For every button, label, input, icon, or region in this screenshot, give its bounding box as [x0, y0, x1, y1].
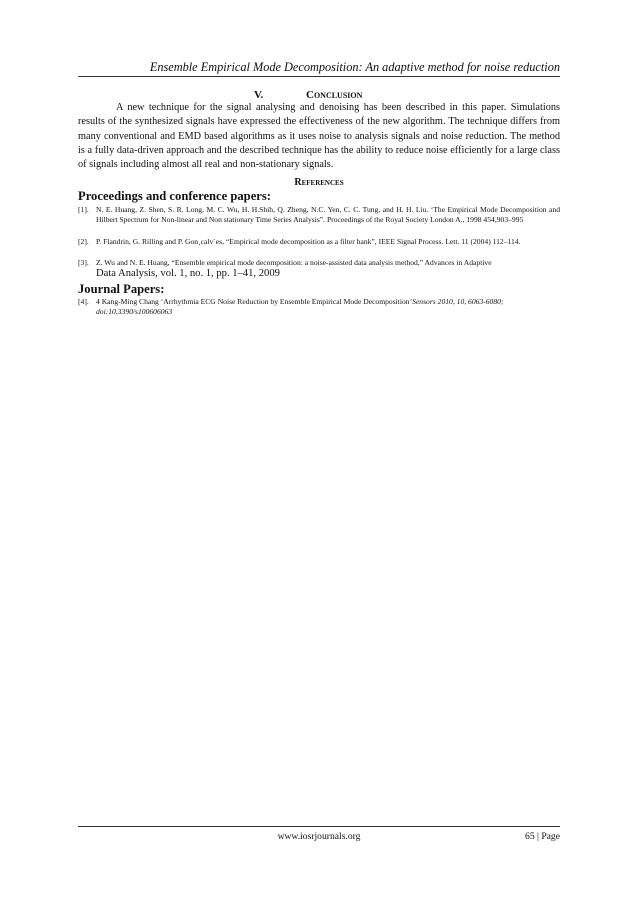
references-heading: References — [294, 177, 344, 188]
proceedings-heading: Proceedings and conference papers: — [78, 189, 271, 203]
section-number: V. — [254, 89, 264, 101]
reference-text: Z. Wu and N. E. Huang, “Ensemble empirical mode decomposition: a noise-assisted data analysis method,” Advances in Adaptive — [96, 258, 492, 267]
reference-number: [3]. — [78, 258, 89, 267]
conclusion-text: A new technique for the signal analysing and denoising has been described in this paper. Simulations results of the synthesized signals have expressed the effectiveness of the new algorithm. The technique differs from many conventional and EMD based algorithms as it uses noise to analysis signals and noise reduction. The method is a fully data-driven approach and the described technique has the ability to reduce noise efficiently for a large class of signals including almost all real and non-stationary signals. — [78, 102, 560, 171]
journal-heading: Journal Papers: — [78, 282, 165, 296]
reference-item — [78, 205, 560, 226]
reference-number: [4]. — [78, 297, 89, 306]
reference-item — [78, 258, 560, 281]
reference-text: P. Flandrin, G. Rilling and P. Gon¸calv`es, “Empirical mode decomposition as a filter bank”, IEEE Signal Process. Lett. 11 (2004) 112–114. — [96, 237, 521, 246]
reference-text-continued: Data Analysis, vol. 1, no. 1, pp. 1–41, 2009 — [96, 268, 280, 280]
footer-rule — [78, 826, 560, 827]
running-header: Ensemble Empirical Mode Decomposition: An adaptive method for noise reduction — [149, 60, 560, 74]
section-title: Conclusion — [306, 89, 363, 101]
header-rule — [78, 76, 560, 77]
reference-item — [78, 297, 560, 318]
reference-text: N. E. Huang, Z. Shen, S. R. Long, M. C. Wu, H. H.Shih, Q. Zheng, N.C. Yen, C. C. Tung, and H. H. Liu. ‘The Empirical Mode Decomposition and Hilbert Spectrum for Non-linear and Non stationary Time Series Analysis”. Proceedings of the Royal Society London A., 1998 454,903–995 — [96, 205, 560, 225]
reference-source: Sensors 2010, 10, 6063-6080; doi:10.3390/s100606063 — [96, 297, 504, 317]
conclusion-paragraph — [78, 101, 560, 172]
reference-number: [1]. — [78, 205, 89, 214]
reference-number: [2]. — [78, 237, 89, 246]
reference-item — [78, 237, 560, 247]
footer-url: www.iosrjournals.org — [277, 831, 361, 842]
page-number: 65 | Page — [525, 831, 560, 842]
reference-text: 4 Kang-Ming Chang ‘Arrhythmia ECG Noise Reduction by Ensemble Empirical Mode Decomposition’ — [96, 297, 413, 306]
